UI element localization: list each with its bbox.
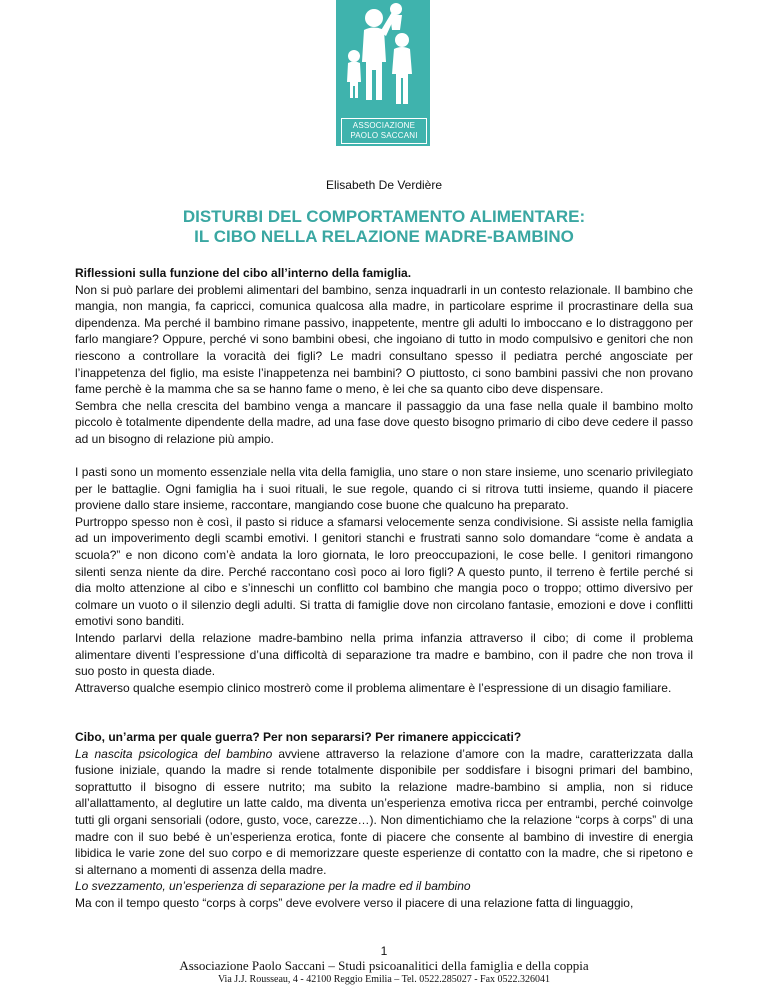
section-3-paragraph-1 [75, 746, 693, 879]
page-footer [0, 945, 768, 987]
section-2 [75, 464, 693, 696]
logo-text-frame [341, 118, 427, 144]
logo-line-1: ASSOCIAZIONE [352, 121, 416, 130]
family-silhouette-icon [336, 0, 430, 118]
footer-line-1: Associazione Paolo Saccani – Studi psicoanalitici della famiglia e della coppia [179, 958, 589, 973]
logo-line-2: PAOLO SACCANI [350, 131, 418, 140]
section-2-paragraph-1: I pasti sono un momento essenziale nella vita della famiglia, uno stare o non stare insieme, uno scenario privilegiato per le battaglie. Ogni famiglia ha i suoi rituali, le sue regole, quando ci si ritrova tutti insieme, quando il piacere proviene dallo stare insieme, raccontare, mangiando cose buone che qualcuno ha preparato. [75, 465, 693, 513]
section-2-paragraph-3: Intendo parlarvi della relazione madre-bambino nella prima infanzia attraverso il cibo; di come il problema alimentare diventi l’espressione d’una difficoltà di separazione tra madre e bambino, con il padre che non trova il suo posto in questa diade. [75, 630, 693, 679]
title-line-1: DISTURBI DEL COMPORTAMENTO ALIMENTARE: [182, 207, 586, 226]
section-3-heading: Cibo, un’arma per quale guerra? Per non separarsi? Per rimanere appiccicati? [75, 730, 522, 744]
section-2-paragraph-2: Purtroppo spesso non è così, il pasto si riduce a sfamarsi velocemente senza condivisione. Si assiste nella famiglia ad un impoverimento degli scambi emotivi. I genitori stanchi e frustrati sanno solo domandare “come è andata a scuola?” e non dicono com’è andata la loro giornata, le loro preoccupazioni, le cose belle. I genitori rimangono silenti senza niente da dire. Perché raccontano così poco ai loro figli? A questo punto, il terreno è fertile perché si dia molto attenzione al cibo e s’inneschi un conflitto col bambino che mangia poco o troppo; ottimo diversivo per colmare un vuoto o il silenzio degli adulti. Si tratta di famiglie dove non circolano fantasie, emozioni e dove i conflitti emotivi sono banditi. [75, 514, 693, 629]
document-title [0, 207, 768, 247]
section-3 [75, 729, 693, 912]
footer-line-2: Via J.J. Rousseau, 4 - 42100 Reggio Emilia – Tel. 0522.285027 - Fax 0522.326041 [217, 974, 551, 985]
section-1-paragraph-1: Non si può parlare dei problemi alimentari del bambino, senza inquadrarli in un contesto relazionale. Il bambino che mangia, non mangia, fa capricci, comunica qualcosa alla madre, in particolare esprime il procrastinare della sua dipendenza. Ma perché il bambino rimane passivo, inappetente, mentre gli adulti lo imboccano e lo distraggono per farlo mangiare? Oppure, perché vi sono bambini obesi, che ingoiano di tutto in modo compulsivo e genitori che non riescono a controllare la voracità dei figli? Le madri consultano spesso il pediatra perché angosciate per l’inappetenza del figlio, ma esiste l’inappetenza nei bambini? O piuttosto, ci sono bambini passivi che non provano fame perchè è la mamma che sa se hanno fame o meno, è lei che sa quanto cibo deve dispensare. [75, 282, 693, 397]
title-line-2: IL CIBO NELLA RELAZIONE MADRE-BAMBINO [194, 227, 574, 246]
section-1-heading: Riflessioni sulla funzione del cibo all’interno della famiglia. [75, 266, 412, 280]
section-3-lead-italic: La nascita psicologica del bambino [75, 746, 273, 761]
association-logo [336, 0, 430, 146]
section-3-paragraph-1-text: avviene attraverso la relazione d’amore con la madre, caratterizzata dalla fusione iniziale, quando la madre si rende totalmente disponibile per soddisfare i bisogni primari del bambino, soprattutto il bisogno di essere nutrito; ma subito la relazione madre-bambino si amplia, non si riduce all’allattamento, al deglutire un latte caldo, ma diventa un’esperienza emotiva ricca per entrambi, perché coinvolge tutti gli organi sensoriali (odore, gusto, voce, carezze…). Non dimentichiamo che la relazione “corps à corps” di una madre con il suo bebé è un’esperienza erotica, fonte di piacere che consente al bambino di investire di energia libidica le varie zone del suo corpo e di memorizzare queste esperienze di contatto con la madre, che si ripetono e si alternano a momenti di assenza della madre. [75, 746, 693, 877]
section-2-paragraph-4: Attraverso qualche esempio clinico mostrerò come il problema alimentare è l’espressione di un disagio familiare. [75, 680, 672, 695]
author-name: Elisabeth De Verdière [325, 178, 443, 192]
section-3-subheading: Lo svezzamento, un’esperienza di separazione per la madre ed il bambino [75, 879, 471, 894]
section-3-paragraph-2: Ma con il tempo questo “corps à corps” deve evolvere verso il piacere di una relazione fatta di linguaggio, [75, 895, 634, 910]
section-1 [75, 265, 693, 448]
page-number: 1 [380, 944, 388, 958]
section-1-paragraph-2: Sembra che nella crescita del bambino venga a mancare il passaggio da una fase nella quale il bambino molto piccolo è totalmente dipendente della madre, ad una fase dove questo bisogno primario di cibo deve cedere il passo ad un bisogno di relazione più ampio. [75, 398, 693, 446]
